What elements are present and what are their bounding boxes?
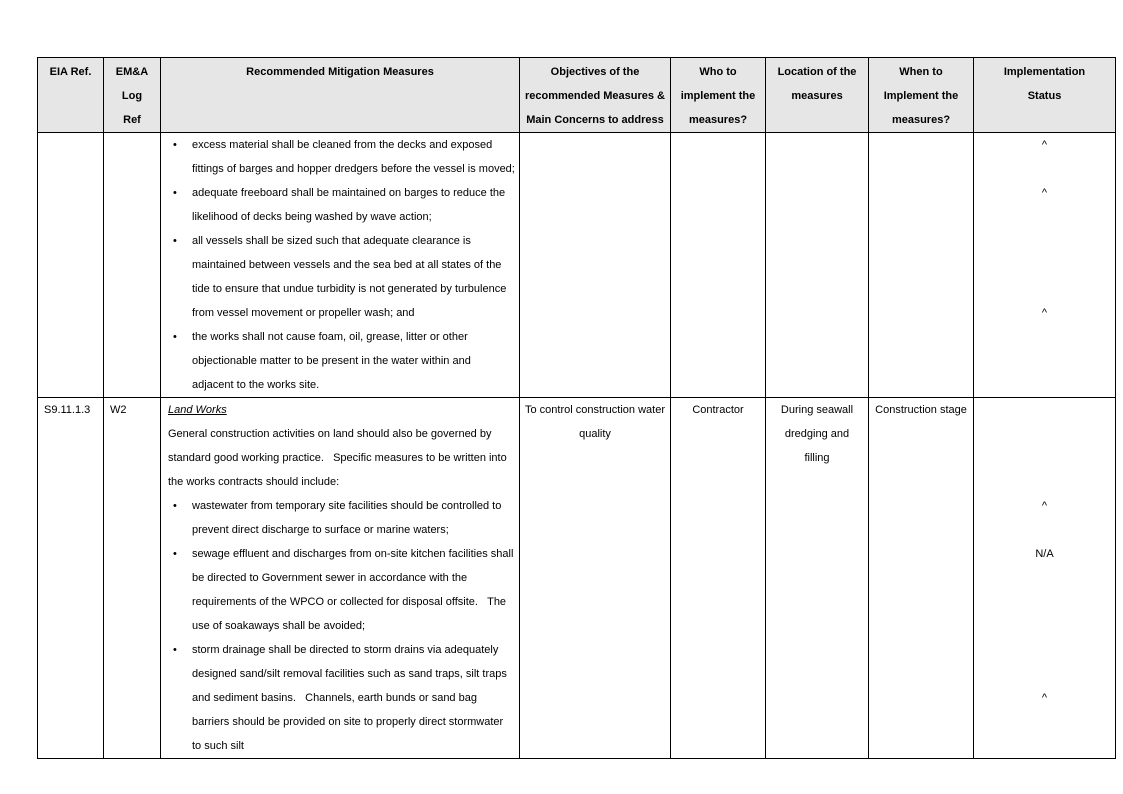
who-cell: Contractor	[671, 398, 766, 759]
measures-list	[168, 494, 515, 758]
status-mark: N/A	[1035, 548, 1054, 560]
list-item: • storm drainage shall be directed to storm drains via adequately designed sand/silt removal facilities such as sand traps, silt traps and sediment basins. Channels, earth bunds or sand bag barriers should be provided on site to properly direct stormwater to such silt	[168, 638, 515, 758]
measures-cell	[161, 398, 520, 759]
status-mark: ^	[1041, 500, 1048, 512]
list-item: • sewage effluent and discharges from on-site kitchen facilities shall be directed to Government sewer in accordance with the requirements of the WPCO or collected for disposal offsite. The use of soakaways shall be avoided;	[168, 542, 515, 638]
list-item: • adequate freeboard shall be maintained on barges to reduce the likelihood of decks being washed by wave action;	[168, 181, 515, 229]
status-cell	[974, 133, 1116, 398]
location-cell	[766, 133, 869, 398]
header-measures: Recommended Mitigation Measures	[161, 58, 520, 133]
status-cell	[974, 398, 1116, 759]
status-mark: ^	[1041, 139, 1048, 151]
table-row	[38, 133, 1116, 398]
header-eia-ref: EIA Ref.	[38, 58, 104, 133]
header-when: When to Implement the measures?	[869, 58, 974, 133]
when-cell	[869, 133, 974, 398]
who-cell	[671, 133, 766, 398]
header-row	[38, 58, 1116, 133]
measures-list	[168, 133, 515, 397]
list-item: • all vessels shall be sized such that adequate clearance is maintained between vessels and the sea bed at all states of the tide to ensure that undue turbidity is not generated by turbulence from vessel movement or propeller wash; and	[168, 229, 515, 325]
list-item: • excess material shall be cleaned from the decks and exposed fittings of barges and hopper dredgers before the vessel is moved;	[168, 133, 515, 181]
header-status: Implementation Status	[974, 58, 1116, 133]
objectives-cell	[520, 133, 671, 398]
mitigation-table	[37, 57, 1116, 759]
header-who: Who to implement the measures?	[671, 58, 766, 133]
section-heading: Land Works	[168, 404, 227, 416]
intro-text: General construction activities on land should also be governed by standard good working practice. Specific measures to be written into the works contracts should include:	[168, 428, 507, 488]
list-item: • the works shall not cause foam, oil, grease, litter or other objectionable matter to be present in the water within and adjacent to the works site.	[168, 325, 515, 397]
status-mark: ^	[1041, 307, 1048, 319]
list-item: • wastewater from temporary site facilities should be controlled to prevent direct discharge to surface or marine waters;	[168, 494, 515, 542]
measures-cell	[161, 133, 520, 398]
status-mark: ^	[1041, 187, 1048, 199]
mitigation-table-page	[37, 57, 1115, 759]
objectives-cell: To control construction water quality	[520, 398, 671, 759]
eia-ref-cell: S9.11.1.3	[38, 398, 104, 759]
log-ref-cell: W2	[104, 398, 161, 759]
eia-ref-cell	[38, 133, 104, 398]
header-objectives: Objectives of the recommended Measures & Main Concerns to address	[520, 58, 671, 133]
when-cell: Construction stage	[869, 398, 974, 759]
header-log-ref: EM&A Log Ref	[104, 58, 161, 133]
location-cell: During seawall dredging and filling	[766, 398, 869, 759]
table-row	[38, 398, 1116, 759]
status-mark: ^	[1041, 692, 1048, 704]
header-location: Location of the measures	[766, 58, 869, 133]
log-ref-cell	[104, 133, 161, 398]
